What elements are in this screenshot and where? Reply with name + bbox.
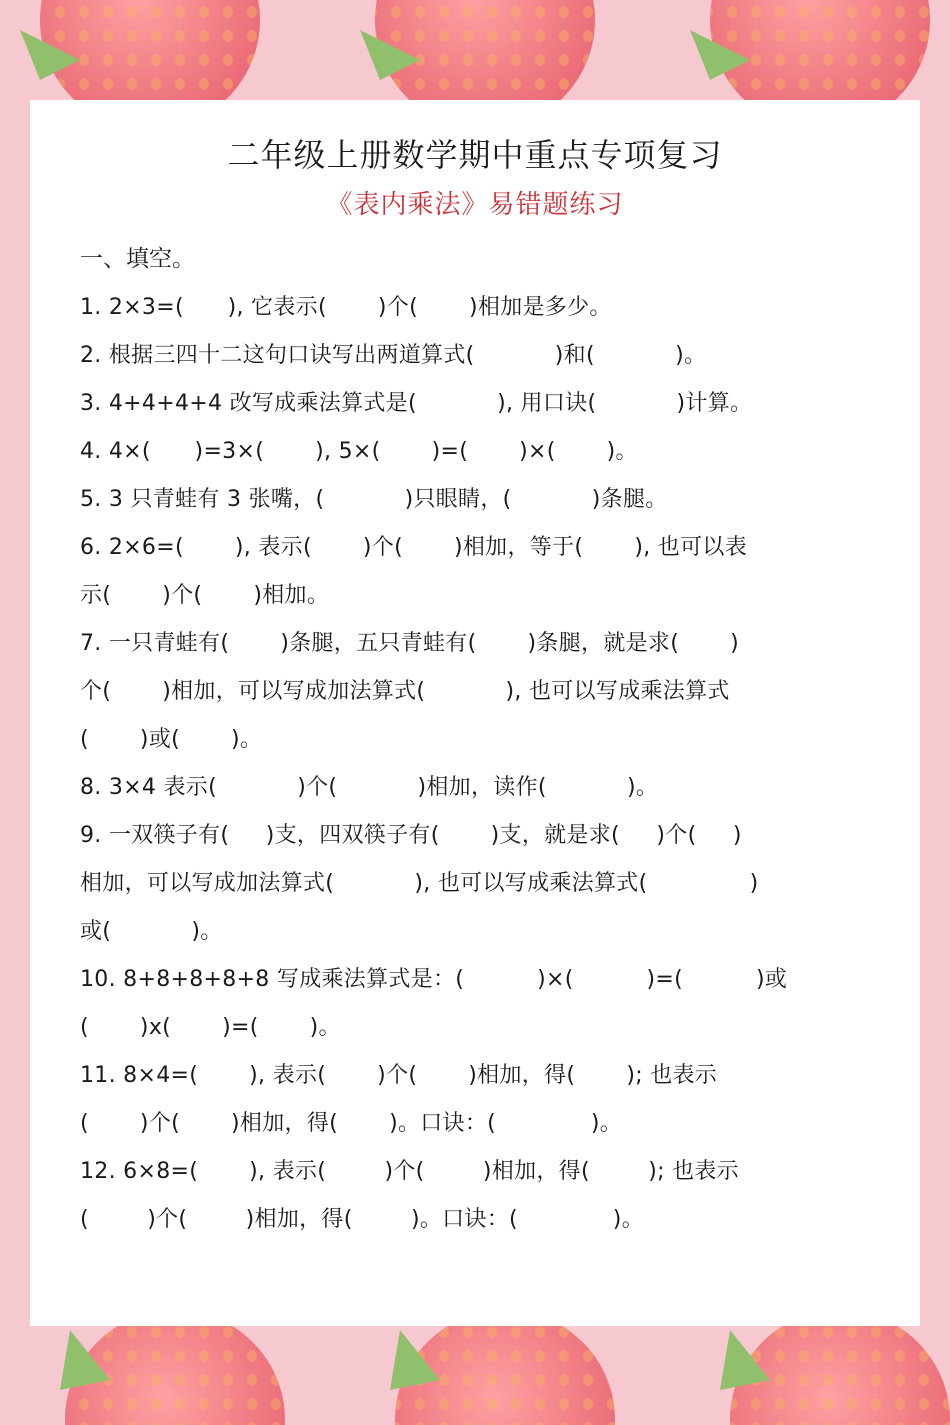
- question-line: 个( )相加，可以写成加法算式( ), 也可以写成乘法算式: [80, 679, 730, 704]
- page-title: 二年级上册数学期中重点专项复习: [227, 136, 723, 174]
- question-line: ( )x( )=( )。: [80, 1015, 341, 1040]
- question-line: 7. 一只青蛙有( )条腿，五只青蛙有( )条腿，就是求( ): [80, 631, 740, 656]
- question-line: 12. 6×8=( ), 表示( )个( )相加，得( ); 也表示: [80, 1159, 739, 1184]
- question-line: ( )个( )相加，得( )。口诀：( )。: [80, 1111, 623, 1136]
- question-line: 或( )。: [80, 919, 223, 944]
- question-line: 示( )个( )相加。: [80, 583, 330, 608]
- question-line: 6. 2×6=( ), 表示( )个( )相加，等于( ), 也可以表: [80, 535, 747, 560]
- question-line: 1. 2×3=( ), 它表示( )个( )相加是多少。: [80, 295, 612, 320]
- question-line: 2. 根据三四十二这句口诀写出两道算式( )和( )。: [80, 343, 707, 368]
- question-line: 9. 一双筷子有( )支，四双筷子有( )支，就是求( )个( ): [80, 823, 742, 848]
- worksheet-card: [30, 100, 920, 1326]
- section-heading: 一、填空。: [80, 246, 195, 272]
- page-subtitle: 《表内乘法》易错题练习: [326, 190, 624, 220]
- question-line: ( )或( )。: [80, 727, 263, 752]
- question-line: ( )个( )相加，得( )。口诀：( )。: [80, 1207, 644, 1232]
- question-line: 10. 8+8+8+8+8 写成乘法算式是：( )×( )=( )或: [80, 967, 788, 992]
- question-line: 11. 8×4=( ), 表示( )个( )相加，得( ); 也表示: [80, 1063, 718, 1088]
- question-line: 4. 4×( )=3×( ), 5×( )=( )×( )。: [80, 439, 638, 464]
- question-line: 8. 3×4 表示( )个( )相加，读作( )。: [80, 775, 659, 800]
- question-line: 5. 3 只青蛙有 3 张嘴，( )只眼睛，( )条腿。: [80, 487, 668, 512]
- question-line: 3. 4+4+4+4 改写成乘法算式是( ), 用口诀( )计算。: [80, 391, 753, 416]
- question-line: 相加，可以写成加法算式( ), 也可以写成乘法算式( ): [80, 871, 759, 896]
